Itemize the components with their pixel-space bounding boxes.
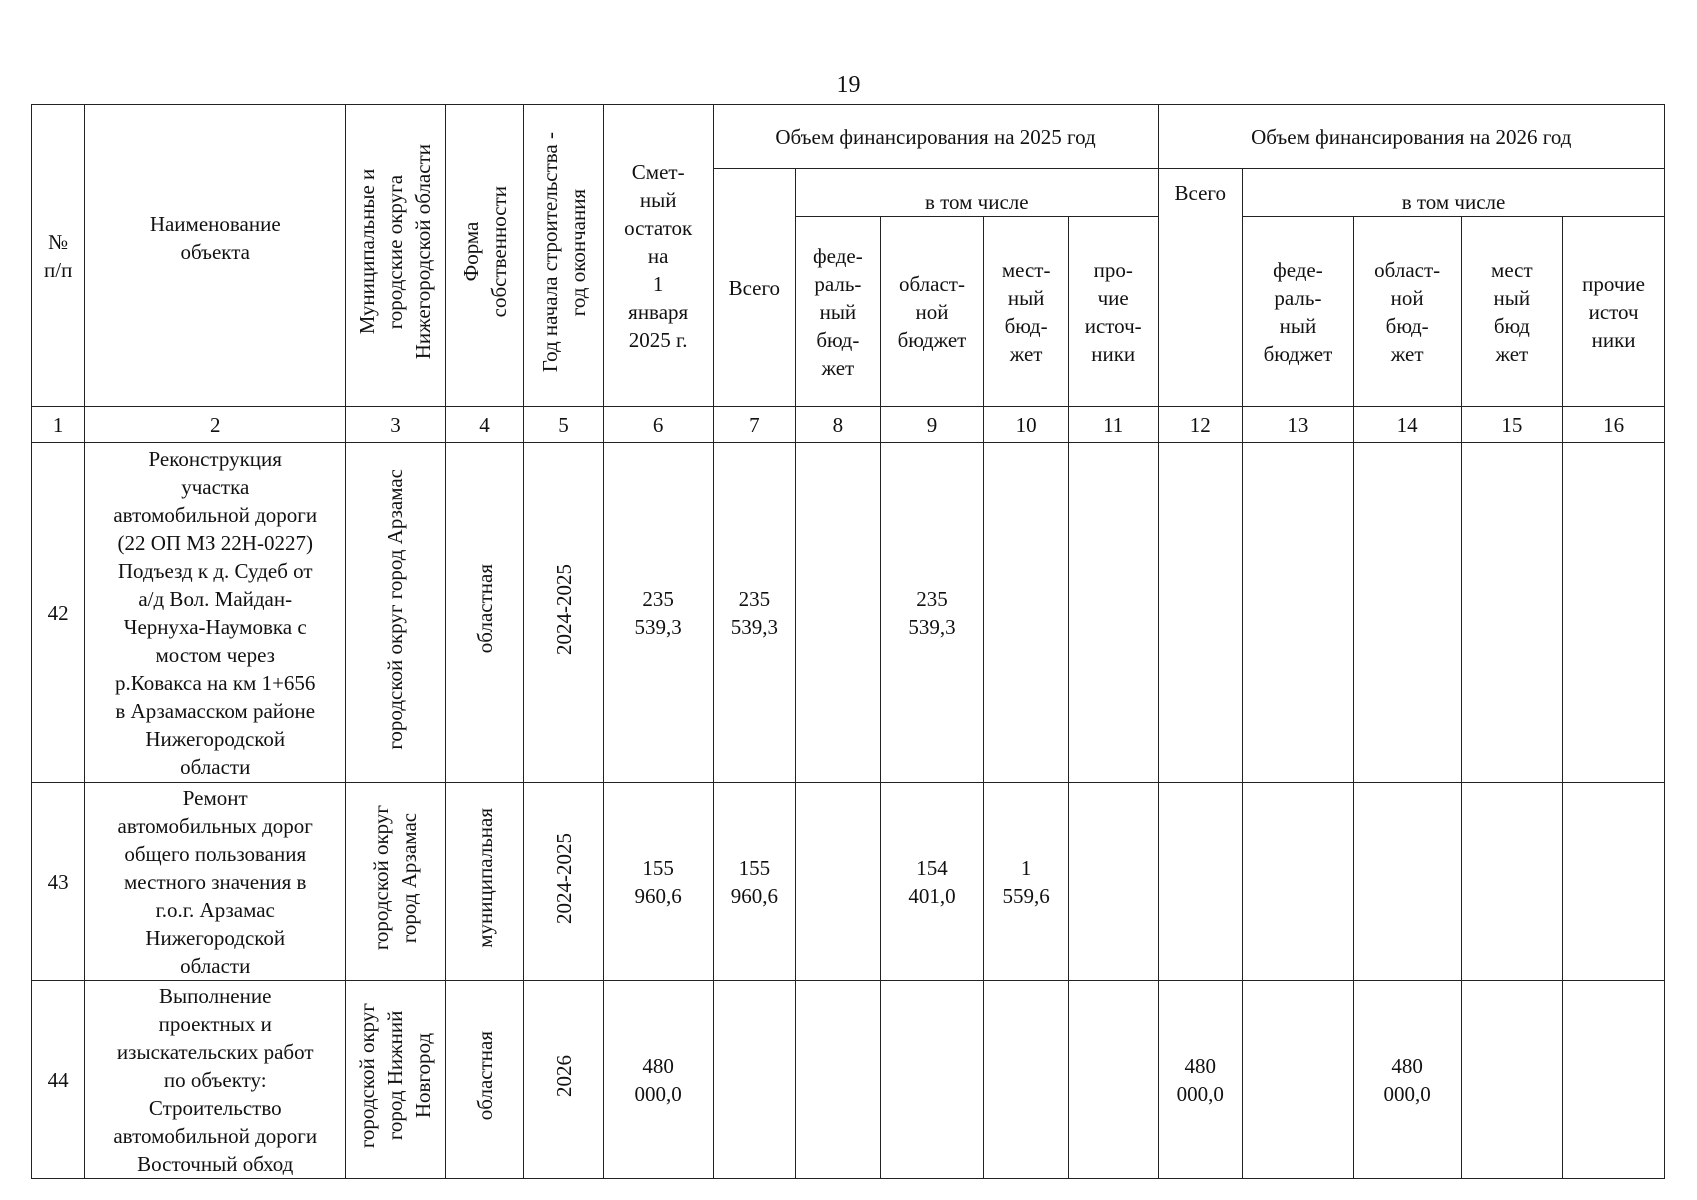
table-row	[32, 981, 1665, 1179]
total-2026-cell	[1158, 783, 1243, 981]
header-financing-2025: Объем финансирования на 2025 год	[713, 105, 1158, 169]
local-2025-cell	[984, 443, 1069, 783]
column-number: 2	[85, 407, 346, 443]
municipality-cell: городской округ город Арзамас	[346, 783, 446, 981]
column-number: 13	[1243, 407, 1354, 443]
local-2025-cell: 1 559,6	[984, 783, 1069, 981]
header-ownership: Форма собственности	[445, 105, 524, 407]
column-number: 11	[1068, 407, 1158, 443]
years-cell: 2026	[524, 981, 604, 1179]
object-name: Ремонт автомобильных дорог общего пользования местного значения в г.о.г. Арзамас Нижегородской области	[85, 783, 346, 981]
header-other-2025: про- чие источ- ники	[1068, 217, 1158, 407]
regional-2025-cell	[880, 981, 984, 1179]
local-2025-cell	[984, 981, 1069, 1179]
total-2026-cell: 480 000,0	[1158, 981, 1243, 1179]
object-name: Выполнение проектных и изыскательских работ по объекту: Строительство автомобильной дороги Восточный обход	[85, 981, 346, 1179]
total-2026-cell	[1158, 443, 1243, 783]
municipality-cell: городской округ город Арзамас	[346, 443, 446, 783]
header-regional-2026: област- ной бюд- жет	[1353, 217, 1461, 407]
federal-2026-cell	[1243, 443, 1354, 783]
header-including-2025: в том числе	[796, 169, 1158, 217]
federal-2026-cell	[1243, 981, 1354, 1179]
column-number: 10	[984, 407, 1069, 443]
column-number-row	[32, 407, 1665, 443]
header-other-2026: прочие источ ники	[1563, 217, 1665, 407]
regional-2025-cell: 235 539,3	[880, 443, 984, 783]
other-2025-cell	[1068, 783, 1158, 981]
federal-2026-cell	[1243, 783, 1354, 981]
table-row	[32, 443, 1665, 783]
column-number: 9	[880, 407, 984, 443]
other-2026-cell	[1563, 443, 1665, 783]
regional-2026-cell	[1353, 783, 1461, 981]
ownership-cell: областная	[445, 443, 524, 783]
federal-2025-cell	[796, 443, 881, 783]
header-total-2025: Всего	[713, 169, 796, 407]
header-municipality: Муниципальные и городские округа Нижегородской области	[346, 105, 446, 407]
other-2025-cell	[1068, 443, 1158, 783]
row-number: 44	[32, 981, 85, 1179]
column-number: 1	[32, 407, 85, 443]
regional-2025-cell: 154 401,0	[880, 783, 984, 981]
column-number: 3	[346, 407, 446, 443]
row-number: 42	[32, 443, 85, 783]
table-row	[32, 783, 1665, 981]
federal-2025-cell	[796, 783, 881, 981]
local-2026-cell	[1461, 443, 1563, 783]
header-total-2026: Всего	[1158, 169, 1243, 407]
page-number: 19	[836, 72, 861, 98]
column-number: 14	[1353, 407, 1461, 443]
other-2025-cell	[1068, 981, 1158, 1179]
years-cell: 2024-2025	[524, 443, 604, 783]
estimate-cell: 155 960,6	[603, 783, 713, 981]
municipality-cell: городской округ город Нижний Новгород	[346, 981, 446, 1179]
column-number: 6	[603, 407, 713, 443]
estimate-cell: 235 539,3	[603, 443, 713, 783]
header-federal-2025: феде- раль- ный бюд- жет	[796, 217, 881, 407]
header-name: Наименование объекта	[85, 105, 346, 407]
header-local-2025: мест- ный бюд- жет	[984, 217, 1069, 407]
regional-2026-cell	[1353, 443, 1461, 783]
column-number: 8	[796, 407, 881, 443]
ownership-cell: областная	[445, 981, 524, 1179]
total-2025-cell	[713, 981, 796, 1179]
estimate-cell: 480 000,0	[603, 981, 713, 1179]
header-regional-2025: област- ной бюджет	[880, 217, 984, 407]
row-number: 43	[32, 783, 85, 981]
object-name: Реконструкция участка автомобильной дороги (22 ОП МЗ 22Н-0227) Подъезд к д. Судеб от а/д Вол. Майдан- Чернуха-Наумовка с мостом через р.Ковакса на км 1+656 в Арзамасском районе Нижегородской области	[85, 443, 346, 783]
local-2026-cell	[1461, 783, 1563, 981]
header-num: № п/п	[32, 105, 85, 407]
local-2026-cell	[1461, 981, 1563, 1179]
header-including-2026: в том числе	[1243, 169, 1665, 217]
years-cell: 2024-2025	[524, 783, 604, 981]
header-local-2026: мест ный бюд жет	[1461, 217, 1563, 407]
regional-2026-cell: 480 000,0	[1353, 981, 1461, 1179]
column-number: 4	[445, 407, 524, 443]
financing-table	[31, 104, 1665, 1179]
header-estimate: Смет- ный остаток на 1 января 2025 г.	[603, 105, 713, 407]
total-2025-cell: 155 960,6	[713, 783, 796, 981]
column-number: 16	[1563, 407, 1665, 443]
total-2025-cell: 235 539,3	[713, 443, 796, 783]
column-number: 12	[1158, 407, 1243, 443]
other-2026-cell	[1563, 783, 1665, 981]
header-financing-2026: Объем финансирования на 2026 год	[1158, 105, 1665, 169]
column-number: 5	[524, 407, 604, 443]
other-2026-cell	[1563, 981, 1665, 1179]
column-number: 7	[713, 407, 796, 443]
header-federal-2026: феде- раль- ный бюджет	[1243, 217, 1354, 407]
ownership-cell: муниципальная	[445, 783, 524, 981]
header-years: Год начала строительства - год окончания	[524, 105, 604, 407]
column-number: 15	[1461, 407, 1563, 443]
federal-2025-cell	[796, 981, 881, 1179]
